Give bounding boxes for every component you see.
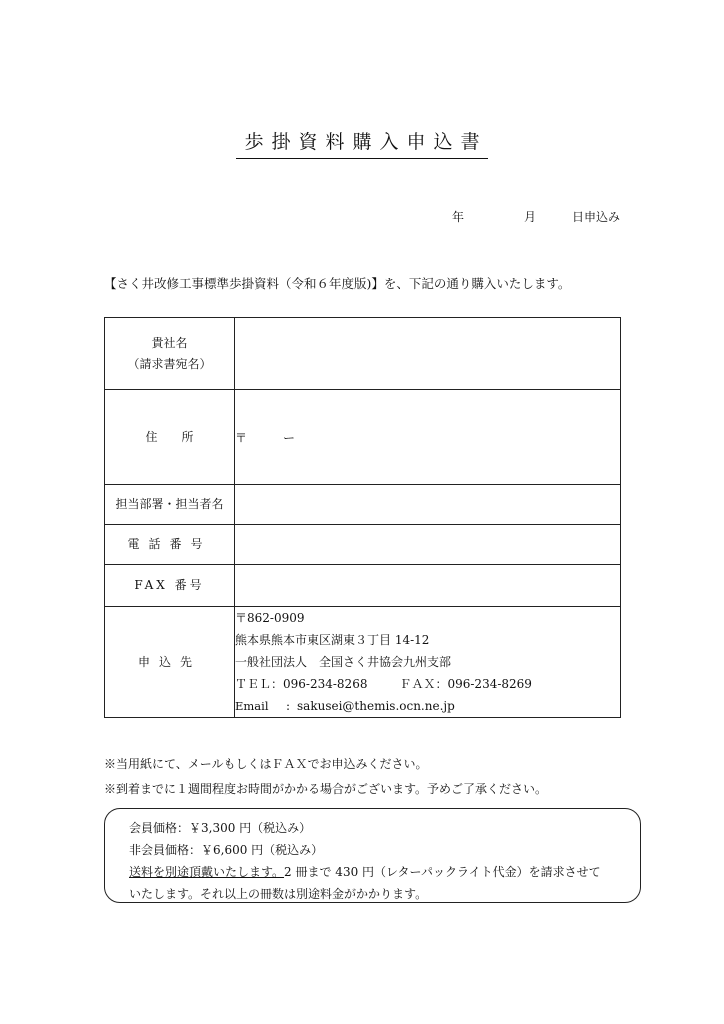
destination-row bbox=[105, 607, 621, 718]
contact-label: 担当部署・担当者名 bbox=[105, 485, 235, 525]
shipping-note-underlined: 送料を別途頂戴いたします。 bbox=[129, 865, 285, 879]
destination-org: 一般社団法人 全国さく井協会九州支部 bbox=[235, 655, 452, 669]
destination-fax: ＦＡＸ：096-234-8269 bbox=[399, 677, 532, 691]
address-field bbox=[235, 390, 621, 485]
postal-prefix: 〒 ー bbox=[235, 430, 296, 445]
fax-label: FAX 番号 bbox=[105, 565, 235, 607]
destination-tel-fax bbox=[235, 673, 620, 695]
destination-postal: 〒862-0909 bbox=[235, 611, 305, 625]
notes bbox=[104, 752, 547, 802]
destination-label: 申込先 bbox=[105, 607, 235, 718]
email-separator: : bbox=[285, 699, 291, 713]
contact-field bbox=[235, 485, 621, 525]
application-date: 年 月 日申込み bbox=[451, 210, 620, 224]
address-label: 住 所 bbox=[105, 390, 235, 485]
contact-row bbox=[105, 485, 621, 525]
destination-email: sakusei@themis.ocn.ne.jp bbox=[297, 699, 455, 713]
company-row bbox=[105, 318, 621, 390]
form-title: 歩掛資料購入申込書 bbox=[236, 128, 487, 159]
company-field bbox=[235, 318, 621, 390]
note-2: ※到着までに１週間程度お時間がかかる場合がございます。予めご了承ください。 bbox=[104, 782, 548, 796]
company-sublabel: （請求書宛名） bbox=[127, 356, 212, 371]
fax-row bbox=[105, 565, 621, 607]
company-label: 貴社名 bbox=[151, 335, 188, 350]
form-title-container bbox=[0, 128, 724, 159]
note-1: ※当用紙にて、メールもしくはＦＡＸでお申込みください。 bbox=[104, 757, 428, 771]
email-label: Email bbox=[235, 699, 269, 713]
phone-field bbox=[235, 525, 621, 565]
intro-text: 【さく井改修工事標準歩掛資料（令和６年度版)】を、下記の通り購入いたします。 bbox=[104, 276, 571, 291]
shipping-note-line2: いたします。それ以上の冊数は別途料金がかかります。 bbox=[129, 887, 428, 901]
phone-row bbox=[105, 525, 621, 565]
fax-field bbox=[235, 565, 621, 607]
member-price: 会員価格：￥3,300 円（税込み） bbox=[129, 821, 312, 835]
destination-tel: ＴＥＬ：096-234-8268 bbox=[235, 677, 368, 691]
shipping-note-rest: 2 冊まで 430 円（レターパックライト代金）を請求させて bbox=[284, 865, 601, 879]
order-form-table bbox=[104, 317, 621, 718]
destination-email-line bbox=[235, 695, 620, 717]
phone-label: 電話番号 bbox=[105, 525, 235, 565]
address-row bbox=[105, 390, 621, 485]
pricing-box bbox=[104, 808, 641, 903]
shipping-note-line1 bbox=[129, 861, 640, 883]
nonmember-price: 非会員価格：￥6,600 円（税込み） bbox=[129, 843, 324, 857]
company-label-cell bbox=[105, 318, 235, 390]
destination-details bbox=[235, 607, 621, 718]
destination-address: 熊本県熊本市東区湖東３丁目 14-12 bbox=[235, 633, 430, 647]
